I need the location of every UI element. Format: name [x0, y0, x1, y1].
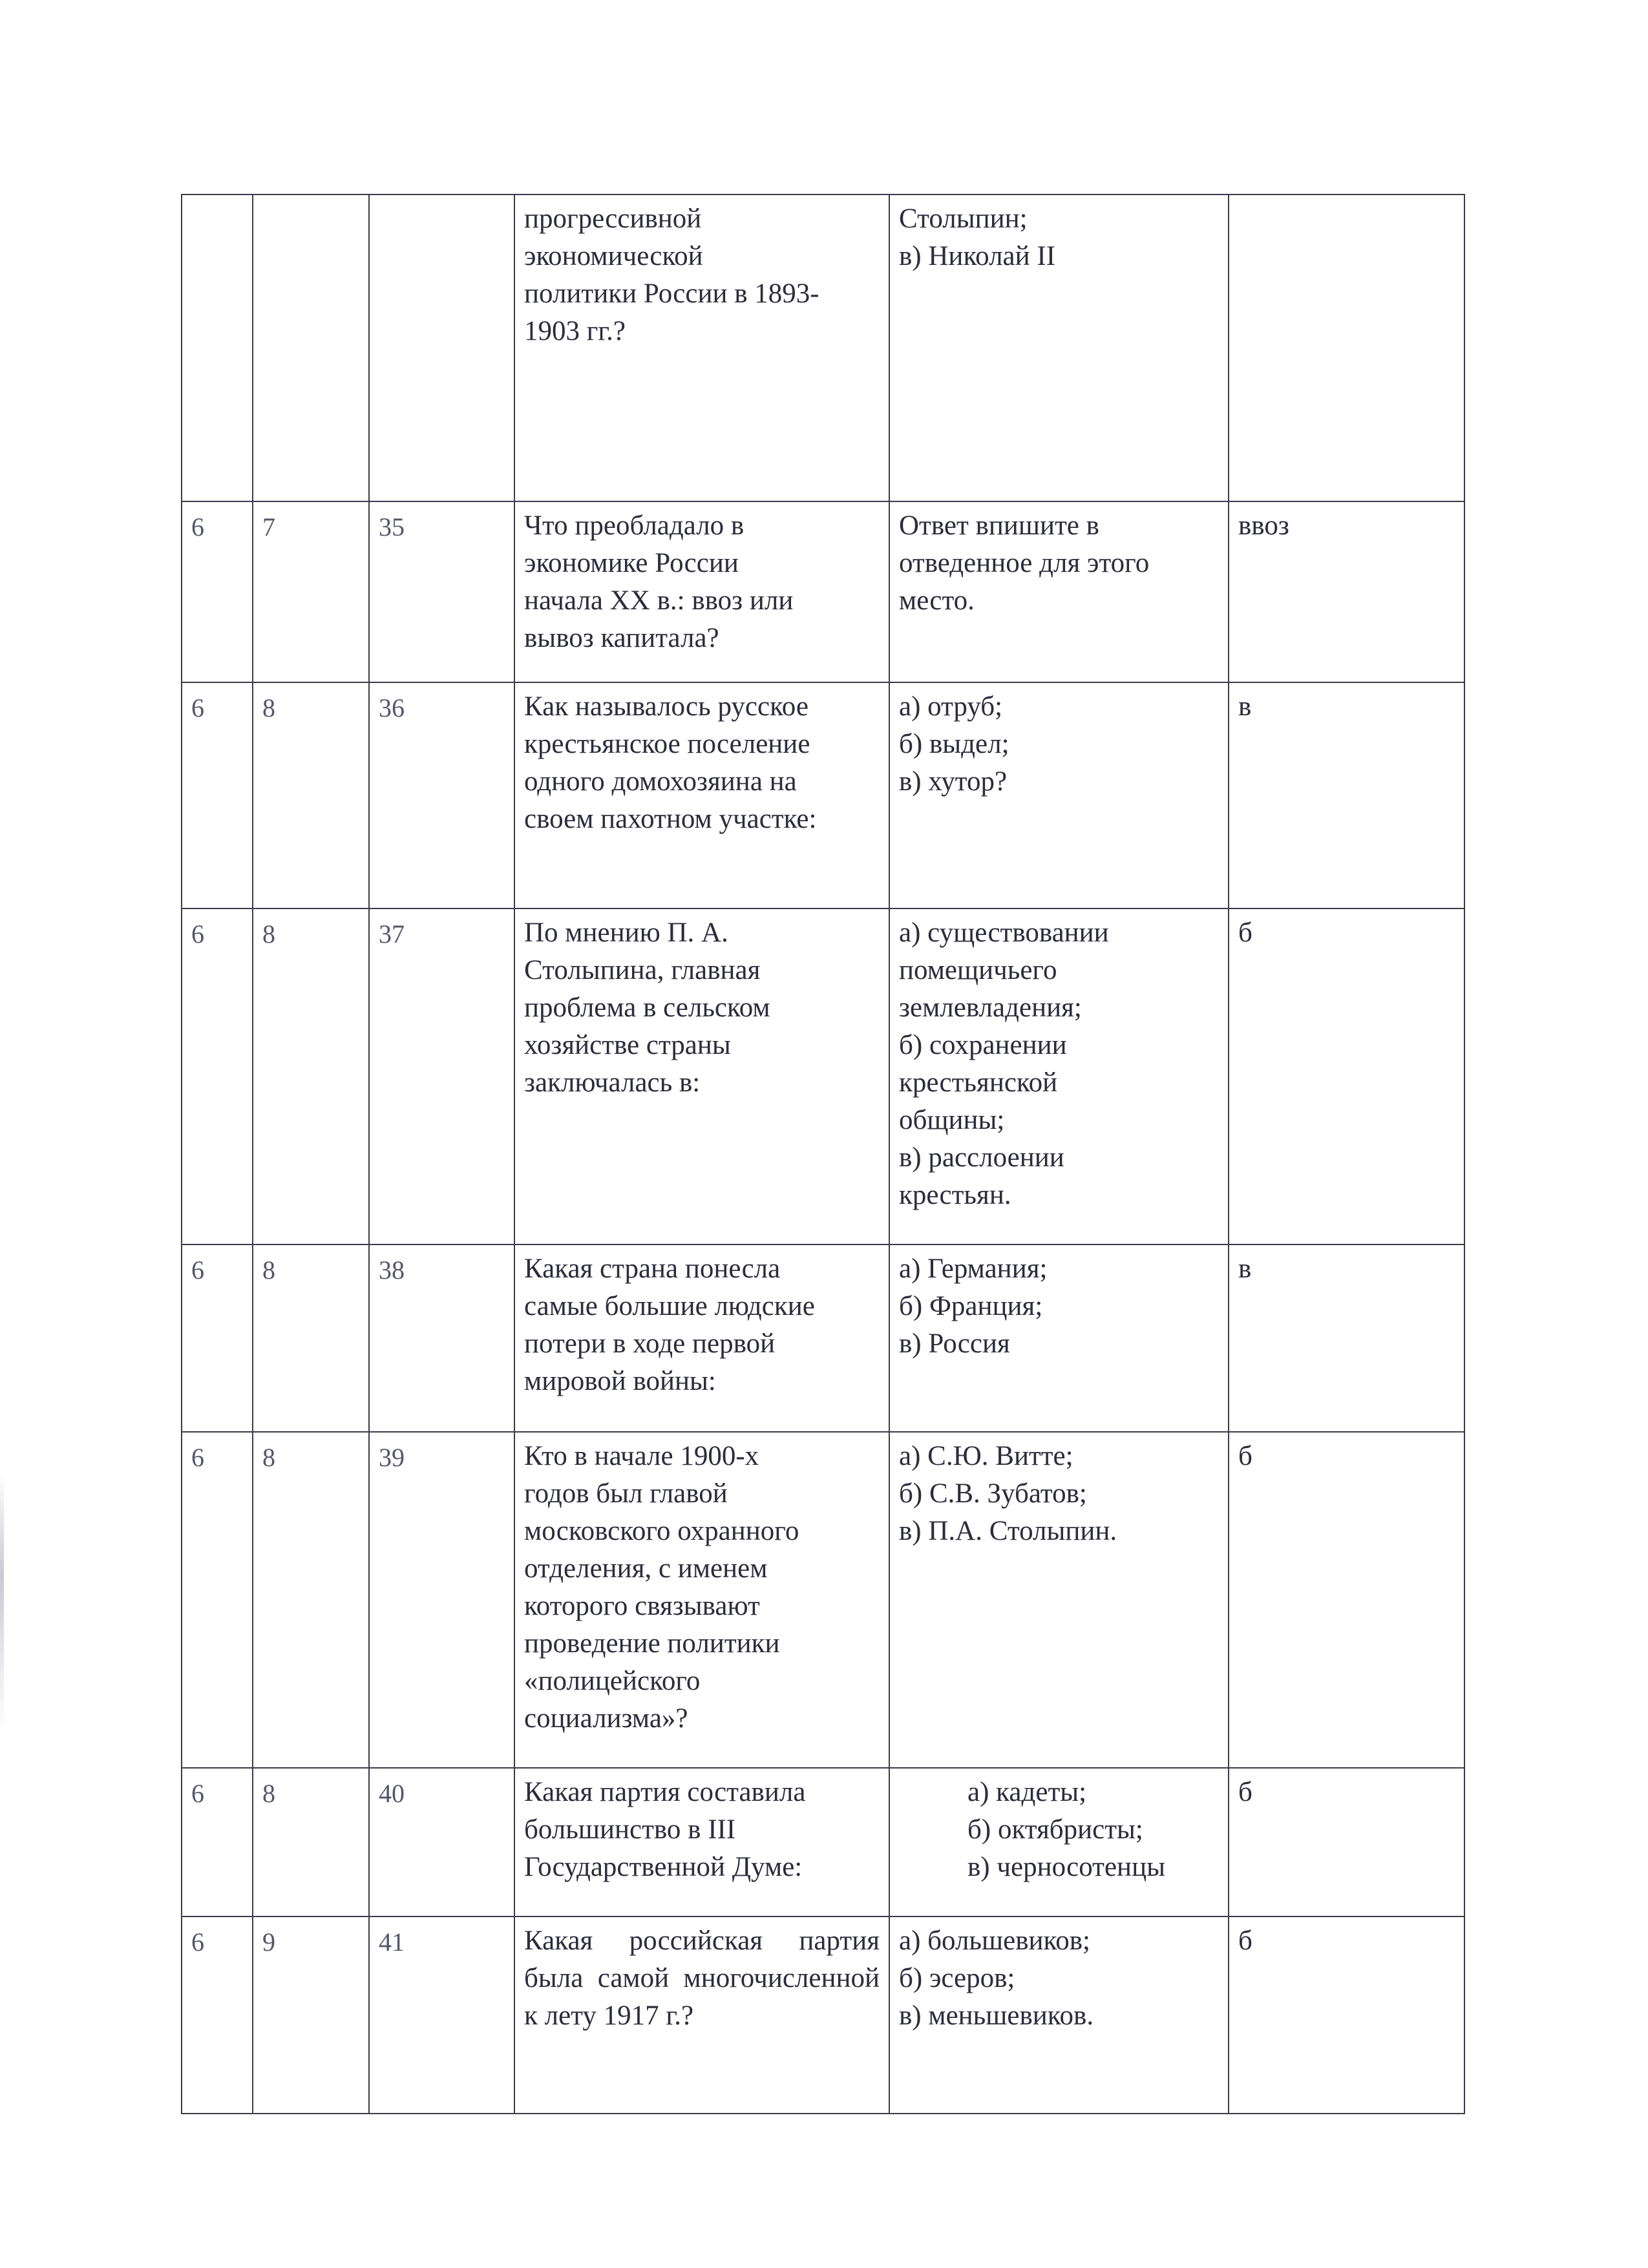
cell-options: Ответ впишите в отведенное для этого место. [889, 501, 1229, 682]
table-row [182, 908, 1464, 1244]
cell-topic: 8 [253, 1768, 369, 1916]
cell-topic: 9 [253, 1916, 369, 2114]
cell-topic: 8 [253, 908, 369, 1244]
cell-answer [1229, 194, 1464, 501]
cell-answer: б [1229, 1916, 1464, 2114]
cell-question: По мнению П. А. Столыпина, главная проблема в сельском хозяйстве страны заключалась в: [514, 908, 889, 1244]
cell-question: Какая российская партия была самой многочисленной к лету 1917 г.? [514, 1916, 889, 2114]
quiz-table [181, 194, 1465, 2114]
cell-options: а) кадеты; б) октябристы; в) черносотенцы [889, 1768, 1229, 1916]
cell-grade [182, 194, 253, 501]
cell-answer: б [1229, 1432, 1464, 1768]
cell-answer: б [1229, 1768, 1464, 1916]
cell-options: а) С.Ю. Витте; б) С.В. Зубатов; в) П.А. Столыпин. [889, 1432, 1229, 1768]
cell-answer: в [1229, 682, 1464, 908]
cell-grade: 6 [182, 1432, 253, 1768]
cell-question: Какая страна понесла самые большие людские потери в ходе первой мировой войны: [514, 1244, 889, 1432]
cell-options: а) большевиков; б) эсеров; в) меньшевиков. [889, 1916, 1229, 2114]
cell-item-number: 37 [369, 908, 514, 1244]
cell-options: Столыпин; в) Николай II [889, 194, 1229, 501]
cell-item-number: 41 [369, 1916, 514, 2114]
cell-grade: 6 [182, 908, 253, 1244]
table-row [182, 501, 1464, 682]
cell-grade: 6 [182, 1916, 253, 2114]
table-row [182, 1768, 1464, 1916]
cell-options: а) Германия; б) Франция; в) Россия [889, 1244, 1229, 1432]
table-row [182, 1432, 1464, 1768]
cell-topic [253, 194, 369, 501]
table-row [182, 1244, 1464, 1432]
table-row [182, 194, 1464, 501]
cell-grade: 6 [182, 1244, 253, 1432]
scan-edge-shadow [0, 1473, 4, 1732]
cell-grade: 6 [182, 501, 253, 682]
cell-item-number: 35 [369, 501, 514, 682]
cell-question: Какая партия составила большинство в III Государственной Думе: [514, 1768, 889, 1916]
cell-item-number [369, 194, 514, 501]
cell-topic: 8 [253, 1432, 369, 1768]
cell-grade: 6 [182, 682, 253, 908]
cell-item-number: 36 [369, 682, 514, 908]
cell-answer: б [1229, 908, 1464, 1244]
cell-topic: 8 [253, 682, 369, 908]
cell-answer: ввоз [1229, 501, 1464, 682]
table-row [182, 1916, 1464, 2114]
cell-options: а) отруб; б) выдел; в) хутор? [889, 682, 1229, 908]
cell-answer: в [1229, 1244, 1464, 1432]
table-row [182, 682, 1464, 908]
cell-item-number: 39 [369, 1432, 514, 1768]
cell-question: прогрессивной экономической политики России в 1893- 1903 гг.? [514, 194, 889, 501]
cell-question: Что преобладало в экономике России начала XX в.: ввоз или вывоз капитала? [514, 501, 889, 682]
cell-question: Кто в начале 1900-х годов был главой московского охранного отделения, с именем которого связывают проведение политики «полицейского социализма»? [514, 1432, 889, 1768]
cell-question: Как называлось русское крестьянское поселение одного домохозяина на своем пахотном участке: [514, 682, 889, 908]
cell-item-number: 40 [369, 1768, 514, 1916]
cell-topic: 8 [253, 1244, 369, 1432]
cell-item-number: 38 [369, 1244, 514, 1432]
cell-options: а) существовании помещичьего землевладения; б) сохранении крестьянской общины; в) расслоении крестьян. [889, 908, 1229, 1244]
cell-grade: 6 [182, 1768, 253, 1916]
cell-topic: 7 [253, 501, 369, 682]
